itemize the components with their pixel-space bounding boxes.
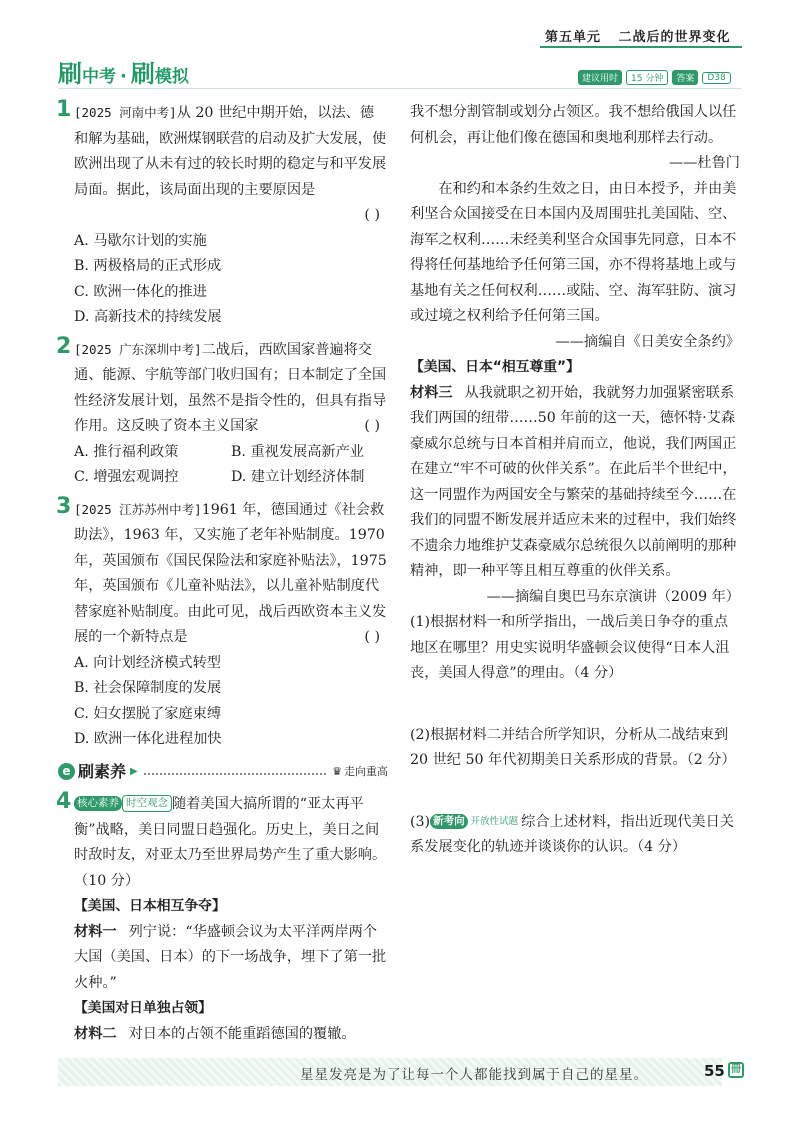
option-d: D. 高新技术的持续发展: [74, 309, 222, 325]
answer-paren: ( ): [364, 207, 380, 223]
question-stem: [74, 792, 388, 894]
option-c: C. 妇女摆脱了家庭束缚: [74, 705, 222, 722]
material-text: 从我就职之初开始，我就努力加强紧密联系我们两国的纽带……50 年前的这一天，德怀特·艾森豪威尔总统与日本首相并肩而立，他说，我们两国正在建立“牢不可破的伙伴关系”。在此后半个世纪中，这一同盟作为两国安全与繁荣的基础持续至今……在我们的同盟不断发展并适应未来的过程中，我们始终不遗余力地维护艾森豪威尔总统很久以前阐明的那种精神，即一种平等且相互尊重的伙伴关系。: [410, 384, 737, 579]
page-number: 55: [704, 1062, 725, 1080]
brand-char-1: 刷: [58, 60, 82, 88]
answer-paren: ( ): [364, 629, 380, 645]
unit-header: [545, 26, 735, 45]
subquestion-3: [410, 810, 740, 861]
question-source: [2025 广东深圳中考]: [74, 341, 202, 357]
material-heading-1: 【美国、日本相互争夺】: [74, 898, 226, 914]
brand-word-2: 模拟: [154, 67, 189, 87]
material-heading-3: 【美国、日本“相互尊重”】: [410, 359, 580, 375]
badge-new-direction: 新考向: [430, 814, 468, 829]
question-number: 4: [56, 789, 72, 814]
header-line: [540, 46, 742, 48]
material-label: 材料三: [410, 384, 453, 401]
question-number: 1: [56, 97, 72, 122]
question-stem: [74, 100, 388, 203]
question-stem: [74, 497, 388, 651]
material-1: [74, 920, 388, 997]
question-2: [56, 333, 388, 491]
option-b: B. 重视发展高新产业: [231, 443, 364, 460]
badge-core-literacy: 核心素养: [74, 796, 122, 811]
option-d: D. 建立计划经济体制: [231, 469, 365, 485]
footer: [0, 1058, 800, 1088]
subquestion-1: (1)根据材料一和所学指出，一战后美日争夺的重点地区在哪里？用史实说明华盛顿会议使得“日本人沮丧，美国人得意”的理由。（4 分）: [410, 614, 730, 681]
answer-page: D38: [702, 72, 730, 84]
section-icon: e: [58, 763, 75, 780]
answer-label: 答案: [672, 70, 698, 85]
material-text: 对日本的占领不能重蹈德国的覆辙。: [128, 1025, 356, 1042]
material-2-continued: 我不想分割管制或划分占领区。我不想给俄国人以任何机会，再让他们像在德国和奥地利那样去行动。: [410, 104, 737, 146]
unit-number: 第五单元: [545, 30, 602, 45]
badge-time-concept: 时空观念: [122, 795, 172, 812]
section-level: 走向重高: [344, 764, 388, 778]
option-row: [74, 440, 388, 466]
section-title: 刷素养: [78, 761, 127, 781]
answer-space: [410, 774, 740, 810]
brand-word-1: 中考: [82, 67, 116, 87]
material-heading-2: 【美国对日单独占领】: [74, 1000, 212, 1016]
stem-text: 从 20 世纪中期开始，以法、德和解为基础，欧洲煤钢联营的启动及扩大发展，使欧洲出现了从未有过的较长时期的稳定与和平发展局面。据此，该局面出现的主要原因是: [74, 105, 387, 198]
left-column: [56, 97, 388, 1053]
book-icon: 冊: [728, 1062, 744, 1078]
option-a: A. 马歇尔计划的实施: [74, 232, 207, 249]
subquestion-text: 综合上述材料，指出近现代美日关系发展变化的轨迹并谈谈你的认识。（4 分）: [410, 813, 734, 855]
question-1: [56, 97, 388, 331]
question-3: [56, 493, 388, 753]
material-3: [410, 381, 740, 585]
material-label: 材料一: [74, 923, 117, 940]
question-number: 2: [56, 333, 72, 359]
stem-text: 随着美国大搞所谓的“亚太再平衡”战略，美日同盟日趋强化。历史上，美日之间时敌时友，对亚太乃至世界局势产生了重大影响。（10 分）: [74, 796, 387, 889]
header-rule: [58, 88, 742, 89]
dotted-leader: [144, 767, 326, 775]
option-c: C. 增强宏观调控: [74, 469, 179, 485]
time-value: 15 分钟: [626, 70, 668, 85]
trophy-icon: ♛: [332, 764, 342, 778]
material-2-source-2: ——摘编自《日美安全条约》: [555, 333, 740, 350]
answer-space: [410, 687, 740, 723]
answer-paren: ( ): [364, 418, 380, 434]
stem-text: 1961 年，德国通过《社会救助法》，1963 年，又实施了老年补贴制度。1970 年，英国颁布《国民保险法和家庭补贴法》，1975 年，英国颁布《儿童补贴法》，以儿童补贴制度代替家庭补贴制度。由此可见，战后西欧资本主义发展的一个新特点是: [74, 501, 387, 645]
option-d: D. 欧洲一体化进程加快: [74, 731, 222, 747]
question-number: 3: [56, 493, 72, 519]
brand-char-2: 刷: [130, 60, 155, 88]
stem-text: 二战后，西欧国家普遍将交通、能源、宇航等部门收归国有；日本制定了全国性经济发展计划，虽然不是指令性的，但具有指导作用。这反映了资本主义国家: [74, 341, 387, 434]
material-3-source: ——摘编自奥巴马东京演讲（2009 年）: [486, 588, 740, 605]
brand-logo: [58, 54, 189, 89]
badge-open-question: 开放性试题: [470, 815, 519, 827]
subquestion-2: (2)根据材料二并结合所学知识，分析从二战结束到 20 世纪 50 年代初期美日关系形成的背景。（2 分）: [410, 726, 736, 768]
unit-title: 二战后的世界变化: [618, 30, 731, 45]
option-a: A. 推行福利政策: [74, 443, 179, 460]
option-c: C. 欧洲一体化的推进: [74, 283, 207, 300]
time-label: 建议用时: [578, 70, 622, 85]
play-arrow-icon: ▶: [130, 765, 138, 777]
option-b: B. 两极格局的正式形成: [74, 258, 222, 274]
footer-motto: 星星发亮是为了让每一个人都能找到属于自己的星星。: [300, 1067, 648, 1083]
option-row: [74, 465, 388, 491]
subquestion-prefix: (3): [410, 813, 431, 830]
material-2-paragraph-2: 在和约和本条约生效之日，由日本授予，并由美利坚合众国接受在日本国内及周围驻扎美国陆、空、海军之权利……未经美利坚合众国事先同意，日本不得将任何基地给予任何第三国，亦不得将基地上或与基地有关之任何权利……或陆、空、海军驻防、演习或过境之权利给予任何第三国。: [410, 180, 737, 324]
brand-dot: ·: [120, 66, 127, 87]
question-source: [2025 河南中考]: [74, 105, 177, 120]
material-label: 材料二: [74, 1025, 117, 1042]
question-source: [2025 江苏苏州中考]: [74, 501, 202, 517]
material-2-source-1: ——杜鲁门: [669, 155, 740, 171]
right-column: [410, 100, 740, 861]
material-text: 列宁说：“华盛顿会议为太平洋两岸两个大国（美国、日本）的下一场战争，埋下了第一批火种。”: [74, 923, 387, 991]
option-b: B. 社会保障制度的发展: [74, 680, 222, 696]
option-a: A. 向计划经济模式转型: [74, 654, 221, 671]
material-2: [74, 1022, 388, 1048]
question-stem: [74, 337, 388, 440]
question-4: [56, 789, 388, 1047]
section-header: [58, 759, 388, 785]
time-suggestion: [578, 70, 731, 85]
